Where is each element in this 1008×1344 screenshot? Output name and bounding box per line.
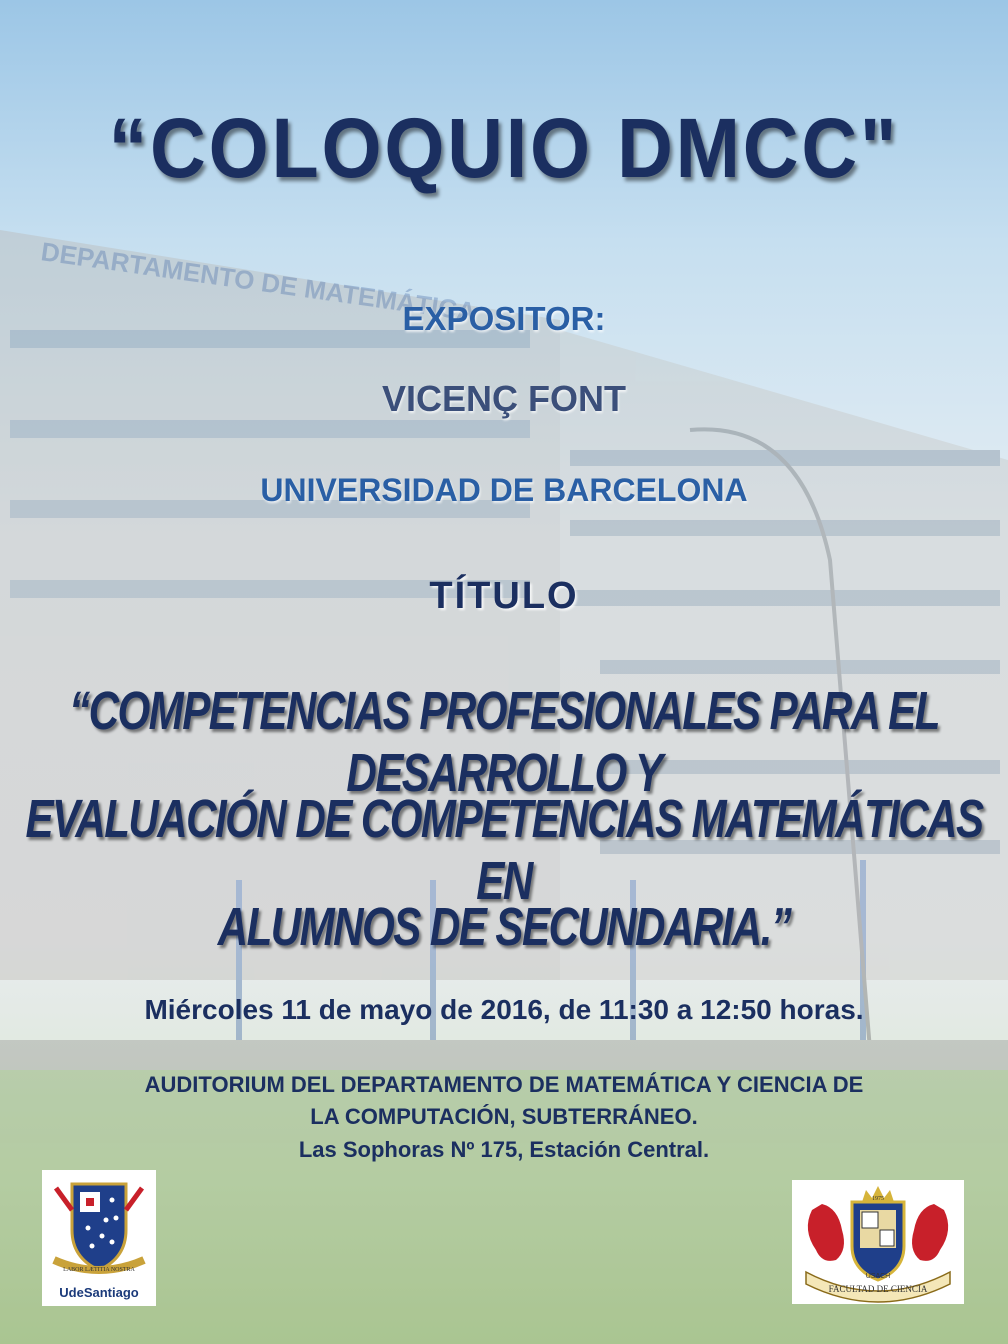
- crest-usach-text: USACH: [865, 1273, 891, 1280]
- facultad-de-ciencia-crest-icon: [792, 1180, 964, 1304]
- udesantiago-shield-icon: [42, 1170, 156, 1282]
- udesantiago-logo: [42, 1170, 156, 1306]
- udesantiago-logo-text: UdeSantiago: [59, 1285, 139, 1300]
- crest-ribbon-text: FACULTAD DE CIENCIA: [828, 1284, 928, 1294]
- expositor-label: EXPOSITOR:: [402, 300, 606, 337]
- event-date: Miércoles 11 de mayo de 2016, de 11:30 a 12:50 horas.: [144, 994, 864, 1025]
- building-sign-text: DEPARTAMENTO DE MATEMÁTICA: [39, 236, 478, 327]
- venue-line-2: LA COMPUTACIÓN, SUBTERRÁNEO.: [310, 1104, 698, 1129]
- talk-title-line-1: “COMPETENCIAS PROFESIONALES PARA EL DESARROLLO Y: [69, 681, 939, 803]
- udesantiago-motto-text: LABOR LÆTITIA NOSTRA: [63, 1267, 135, 1273]
- talk-title-line-3: ALUMNOS DE SECUNDARIA.”: [217, 897, 791, 957]
- poster-title: “COLOQUIO DMCC": [108, 101, 900, 195]
- title-label: TÍTULO: [429, 575, 579, 617]
- venue-line-3: Las Sophoras Nº 175, Estación Central.: [298, 1137, 710, 1162]
- talk-title-line-2: EVALUACIÓN DE COMPETENCIAS MATEMÁTICAS EN: [25, 789, 983, 911]
- facultad-de-ciencia-logo: [792, 1180, 964, 1304]
- crest-year-text: 1975: [872, 1196, 884, 1202]
- venue-line-1: AUDITORIUM DEL DEPARTAMENTO DE MATEMÁTICA Y CIENCIA DE: [144, 1072, 864, 1097]
- speaker-name: VICENÇ FONT: [381, 378, 626, 419]
- speaker-university: UNIVERSIDAD DE BARCELONA: [260, 472, 748, 508]
